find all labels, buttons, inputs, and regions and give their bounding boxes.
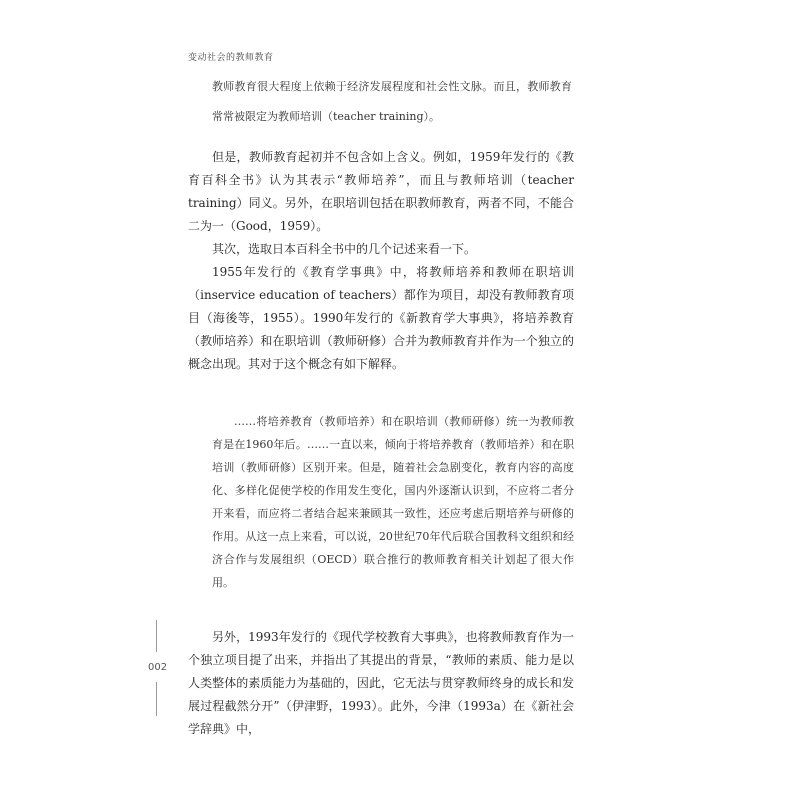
quote-paragraph: ……将培养教育（教师培养）和在职培训（教师研修）统一为教师教育是在1960年后。……一直以来，倾向于将培养教育（教师培养）和在职培训（教师研修）区别开来。但是，随着社会急剧变化，教育内容的高度化、多样化促使学校的作用发生变化，国内外逐渐认识到，不应将二者分开来看，而应将二者结合起来兼顾其一致性，还应考虑后期培养与研修的作用。从这一点上来看，可以说，20世纪70年代后联合国教科文组织和经济合作与发展组织（OECD）联合推行的教师教育相关计划起了很大作用。 bbox=[212, 415, 574, 589]
block-quote-top bbox=[212, 72, 572, 132]
body-text-upper bbox=[188, 146, 574, 376]
paragraph: 另外，1993年发行的《现代学校教育大事典》，也将教师教育作为一个独立项目提了出来，并指出了其提出的背景，“教师的素质、能力是以人类整体的素质能力为基础的，因此，它无法与贯穿教师终身的成长和发展过程截然分开”（伊津野，1993）。此外，今津（1993a）在《新社会学辞典》中， bbox=[188, 630, 574, 736]
margin-rule-top bbox=[156, 620, 157, 652]
paragraph: 其次，选取日本百科全书中的几个记述来看一下。 bbox=[212, 242, 477, 256]
margin-rule-bottom bbox=[156, 682, 157, 716]
paragraph: 1955年发行的《教育学事典》中，将教师培养和教师在职培训（inservice education of teachers）都作为项目，却没有教师教育项目（海後等，1955）。1990年发行的《新教育学大事典》，将培养教育（教师培养）和在职培训（教师研修）合并为教师教育并作为一个独立的概念出现。其对于这个概念有如下解释。 bbox=[188, 265, 574, 371]
page-number: 002 bbox=[148, 662, 168, 673]
block-quote-mid bbox=[212, 410, 574, 594]
quote-paragraph: 教师教育很大程度上依赖于经济发展程度和社会性文脉。而且，教师教育常常被限定为教师培训（teacher training）。 bbox=[212, 80, 572, 123]
paragraph: 但是，教师教育起初并不包含如上含义。例如，1959年发行的《教育百科全书》认为其表示“教师培养”，而且与教师培训（teacher training）同义。另外，在职培训包括在职教师教育，两者不同，不能合二为一（Good，1959）。 bbox=[188, 150, 574, 233]
body-text-lower bbox=[188, 626, 574, 741]
running-header: 变动社会的教师教育 bbox=[188, 53, 274, 63]
